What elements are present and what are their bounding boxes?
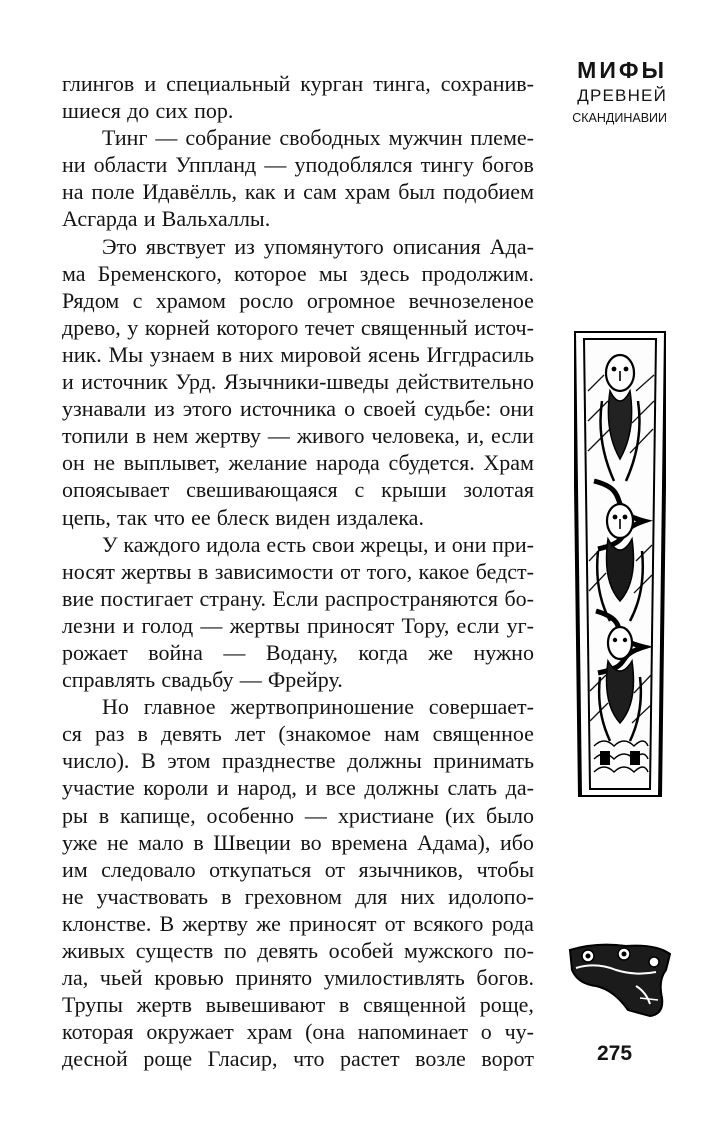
word: ворот xyxy=(481,1046,534,1072)
word: до xyxy=(127,98,150,124)
word: блеск xyxy=(216,504,270,530)
word: рода xyxy=(491,910,534,936)
word: мужчин xyxy=(388,125,463,151)
word: храм xyxy=(246,1019,293,1045)
word: в xyxy=(338,992,350,1018)
word: Водану, xyxy=(265,639,338,665)
word: (она xyxy=(305,1019,345,1045)
word: Фрейру. xyxy=(267,667,343,693)
word: курган xyxy=(300,71,364,96)
word: окружает xyxy=(146,1019,234,1045)
word: им xyxy=(62,856,88,882)
word: от xyxy=(384,910,405,936)
word: них xyxy=(400,883,436,909)
text-line xyxy=(62,124,534,151)
word: храм xyxy=(344,179,391,205)
word: богов xyxy=(481,152,534,178)
word: о xyxy=(344,396,356,422)
word: особей xyxy=(328,938,394,963)
word: вие xyxy=(62,585,94,611)
word: Швеции xyxy=(213,829,291,855)
text-line xyxy=(62,531,534,558)
word: источ- xyxy=(474,314,534,340)
word: свои xyxy=(311,531,355,557)
word: своей xyxy=(363,396,417,422)
word: принято xyxy=(235,965,313,991)
word: капище, xyxy=(119,802,196,828)
word: — xyxy=(239,667,262,693)
word: напоминает xyxy=(357,1019,468,1045)
word: богов. xyxy=(476,965,534,991)
word: опоясывает xyxy=(62,477,170,503)
word: не xyxy=(62,883,84,909)
word: число). xyxy=(62,748,130,774)
text-line xyxy=(62,449,534,476)
word: распространяются xyxy=(324,585,498,611)
word: мировой xyxy=(280,341,362,367)
word: жертву xyxy=(195,423,261,449)
word: ясень xyxy=(368,341,420,367)
word: сих xyxy=(155,98,188,124)
text-line xyxy=(62,666,534,693)
word: священный xyxy=(360,314,468,340)
word: здесь xyxy=(359,260,410,286)
word: золотая xyxy=(463,477,534,503)
word: Уппланд xyxy=(175,152,257,178)
word: так xyxy=(117,504,148,530)
word: если xyxy=(491,423,534,449)
word: поле xyxy=(91,179,135,205)
word: них xyxy=(238,341,274,367)
word: должны xyxy=(364,775,439,801)
word: Асгарда xyxy=(62,206,138,232)
word: и, xyxy=(466,423,485,449)
word: же xyxy=(428,639,454,665)
word: жертвы xyxy=(229,612,300,638)
word: источник xyxy=(81,369,168,395)
word: живых xyxy=(62,938,126,963)
word: как xyxy=(244,179,276,205)
word: в xyxy=(221,341,233,367)
word: что xyxy=(153,504,185,530)
text-line xyxy=(62,1018,534,1045)
word: ни xyxy=(62,152,86,178)
word: чу- xyxy=(504,1019,534,1045)
word: что xyxy=(293,1046,325,1072)
word: роще xyxy=(143,1046,193,1072)
word: ее xyxy=(191,504,211,530)
word: племе- xyxy=(470,125,534,151)
text-line xyxy=(62,368,534,395)
page-number: 275 xyxy=(597,1042,633,1065)
word: — xyxy=(155,125,178,151)
word: бедст- xyxy=(475,558,534,584)
word: клонстве. xyxy=(62,910,152,936)
word: свободных xyxy=(279,125,381,151)
word: жрецы, xyxy=(360,531,429,557)
word: народ, xyxy=(237,775,297,801)
word: корней xyxy=(144,314,210,340)
word: Вальхаллы. xyxy=(161,206,271,232)
word: Язычники-шведы xyxy=(223,369,390,395)
word: при- xyxy=(492,531,534,557)
text-line xyxy=(62,802,534,829)
body-text xyxy=(62,70,534,1072)
word: они xyxy=(451,531,487,557)
word: свадьбу xyxy=(161,667,234,693)
word: главное xyxy=(143,694,216,720)
word: жертв xyxy=(136,992,192,1018)
word: по- xyxy=(503,938,534,963)
text-line xyxy=(62,233,534,260)
word: язычников, xyxy=(358,856,464,882)
word: специальный xyxy=(166,71,291,96)
word: росло xyxy=(239,287,294,313)
text-line xyxy=(62,720,534,747)
running-header-title: МИФЫ xyxy=(577,57,667,83)
word: Рядом xyxy=(62,287,120,313)
word: тингу xyxy=(420,152,474,178)
word: этом xyxy=(167,748,211,774)
word: на xyxy=(62,179,84,205)
word: храмом xyxy=(155,287,226,313)
word: топили xyxy=(62,423,129,449)
word: священной xyxy=(363,992,467,1018)
word: Идавёлль, xyxy=(142,179,237,205)
word: с xyxy=(132,287,143,313)
text-line xyxy=(62,395,534,422)
word: девять xyxy=(160,721,222,747)
word: которое xyxy=(234,260,307,286)
word: Если xyxy=(272,585,319,611)
text-line xyxy=(62,151,534,178)
text-line xyxy=(62,910,534,937)
word: действительно xyxy=(396,369,534,395)
word: ник. xyxy=(62,341,102,367)
word: с xyxy=(354,477,365,503)
word: вечнозеленое xyxy=(408,287,534,313)
word: течет xyxy=(305,314,355,340)
word: когда xyxy=(358,639,408,665)
word: человека, xyxy=(371,423,460,449)
word: В xyxy=(140,748,156,774)
word: нам xyxy=(384,721,420,747)
word: — xyxy=(223,639,246,665)
word: приносят xyxy=(306,612,395,638)
word: бо- xyxy=(504,585,534,611)
word: и xyxy=(122,612,135,638)
text-line xyxy=(62,260,534,287)
word: растет xyxy=(340,1046,400,1072)
word: подобием xyxy=(443,179,534,205)
word: было xyxy=(485,802,534,828)
word: нужно xyxy=(473,639,534,665)
word: В xyxy=(159,910,175,936)
word: не xyxy=(106,829,129,855)
text-line xyxy=(62,70,534,97)
word: был xyxy=(398,179,436,205)
word: Гласир, xyxy=(207,1046,278,1072)
running-header-subtitle: ДРЕВНЕЙ xyxy=(577,86,667,105)
word: в xyxy=(98,802,110,828)
word: — xyxy=(267,423,290,449)
word: страну. xyxy=(199,585,266,611)
word: Тору, xyxy=(401,612,450,638)
word: девять xyxy=(257,938,319,963)
word: носят xyxy=(62,558,115,584)
word: У xyxy=(102,531,118,557)
word: шиеся xyxy=(62,98,121,124)
word: Мы xyxy=(108,341,143,367)
word: узнаем xyxy=(149,341,215,367)
word: принимать xyxy=(433,748,534,774)
word: да- xyxy=(505,775,534,801)
word: же xyxy=(256,910,281,936)
word: мало xyxy=(138,829,184,855)
word: идола xyxy=(206,531,261,557)
word: явствует xyxy=(145,233,226,259)
word: рожает xyxy=(62,639,128,665)
word: и xyxy=(62,369,74,395)
word: по xyxy=(223,938,247,963)
word: из xyxy=(234,233,255,259)
text-line xyxy=(62,314,534,341)
word: свешивающаяся xyxy=(186,477,338,503)
word: все xyxy=(325,775,356,801)
word: короли xyxy=(143,775,209,801)
text-line xyxy=(62,504,534,531)
word: — xyxy=(200,612,223,638)
word: судьбе: xyxy=(424,396,492,422)
word: участие xyxy=(62,775,135,801)
word: сам xyxy=(303,179,337,205)
word: от xyxy=(339,558,361,584)
word: источника xyxy=(240,396,337,422)
word: уподоблялся xyxy=(294,152,413,178)
word: чьей xyxy=(99,965,143,991)
word: которого xyxy=(216,314,299,340)
word: празднестве xyxy=(222,748,336,774)
word: Иггдрасиль xyxy=(426,341,534,367)
word: жертвоприношение xyxy=(230,694,414,720)
text-line xyxy=(62,612,534,639)
word: в xyxy=(135,423,146,449)
word: справлять xyxy=(62,667,156,693)
word: описания xyxy=(392,233,481,259)
word: Тинг xyxy=(102,125,148,151)
word: крыши xyxy=(381,477,447,503)
word: и xyxy=(283,179,296,205)
word: ибо xyxy=(499,829,534,855)
word: того, xyxy=(366,558,413,584)
text-line xyxy=(62,693,534,720)
word: ма xyxy=(62,260,86,286)
word: вывешивают xyxy=(205,992,326,1018)
word: каждого xyxy=(123,531,201,557)
word: древо, xyxy=(62,314,121,340)
word: роще, xyxy=(479,992,534,1018)
word: лезни xyxy=(62,612,116,638)
word: есть xyxy=(266,531,307,557)
word: следовало xyxy=(101,856,196,882)
word: ла, xyxy=(62,965,89,991)
word: Бременского, xyxy=(97,260,222,286)
word: — xyxy=(264,152,287,178)
word: ся xyxy=(62,721,82,747)
text-line xyxy=(62,585,534,612)
word: и xyxy=(216,775,229,801)
word: зависимости xyxy=(214,558,334,584)
word: народа xyxy=(315,450,380,476)
word: существ xyxy=(135,938,214,963)
word: которая xyxy=(62,1019,134,1045)
word: у xyxy=(127,314,139,340)
word: греховном xyxy=(244,883,342,909)
text-line xyxy=(62,178,534,205)
word: они xyxy=(499,396,534,422)
text-line xyxy=(62,558,534,585)
word: Урд. xyxy=(175,369,217,395)
word: приносят xyxy=(289,910,377,936)
word: не xyxy=(93,450,115,476)
word: из xyxy=(154,396,175,422)
text-line xyxy=(62,422,534,449)
word: раз xyxy=(94,721,125,747)
word: желание xyxy=(228,450,308,476)
word: для xyxy=(355,883,388,909)
word: цепь, xyxy=(62,504,111,530)
word: кровью xyxy=(154,965,224,991)
running-header xyxy=(567,56,667,128)
text-line xyxy=(62,856,534,883)
word: области xyxy=(93,152,168,178)
word: во xyxy=(300,829,322,855)
word: откупаться xyxy=(209,856,312,882)
word: слать xyxy=(447,775,498,801)
text-line xyxy=(62,639,534,666)
word: тинга, xyxy=(373,71,431,96)
word: пор. xyxy=(194,98,234,124)
word: десной xyxy=(62,1046,128,1072)
word: этого xyxy=(182,396,232,422)
text-line xyxy=(62,747,534,774)
word: христиане xyxy=(337,802,435,828)
word: в xyxy=(137,721,148,747)
word: продолжим. xyxy=(421,260,534,286)
word: возле xyxy=(415,1046,466,1072)
word: в xyxy=(221,883,232,909)
text-line xyxy=(62,991,534,1018)
word: в xyxy=(197,558,209,584)
word: голод xyxy=(141,612,194,638)
word: собрание xyxy=(185,125,272,151)
word: Это xyxy=(102,233,137,259)
word: нем xyxy=(152,423,189,449)
word: мы xyxy=(318,260,348,286)
word: жертву xyxy=(182,910,249,936)
word: и xyxy=(434,531,447,557)
word: Но xyxy=(102,694,129,720)
word: идолопо- xyxy=(448,883,534,909)
word: сохранив- xyxy=(440,71,534,96)
carved-figures-panel-icon xyxy=(574,331,666,797)
word: выплывет, xyxy=(123,450,220,476)
carved-artifact-icon xyxy=(566,940,674,1020)
text-line xyxy=(62,937,534,964)
word: жертвы xyxy=(121,558,192,584)
text-line xyxy=(62,1045,534,1072)
text-line xyxy=(62,287,534,314)
word: всякого xyxy=(413,910,484,936)
word: сбудется. xyxy=(388,450,475,476)
word: должны xyxy=(347,748,422,774)
word: (их xyxy=(444,802,476,828)
text-line xyxy=(62,205,534,232)
word: Адама), xyxy=(417,829,491,855)
word: (знакомое xyxy=(278,721,371,747)
text-line xyxy=(62,97,534,124)
word: ры xyxy=(62,802,88,828)
word: он xyxy=(62,450,85,476)
word: глингов xyxy=(62,71,135,96)
word: уже xyxy=(62,829,98,855)
running-header-subtitle-2: СКАНДИНАВИИ xyxy=(572,111,667,125)
word: о xyxy=(480,1019,492,1045)
word: издалека. xyxy=(336,504,424,530)
text-line xyxy=(62,829,534,856)
word: времена xyxy=(331,829,408,855)
word: живого xyxy=(296,423,365,449)
word: совершает- xyxy=(428,694,534,720)
word: от xyxy=(324,856,346,882)
word: какое xyxy=(418,558,470,584)
word: и xyxy=(144,71,157,96)
word: Храм xyxy=(483,450,534,476)
text-line xyxy=(62,964,534,991)
word: и xyxy=(305,775,318,801)
word: Трупы xyxy=(62,992,123,1018)
word: мужского xyxy=(404,938,494,963)
word: — xyxy=(304,802,327,828)
text-line xyxy=(62,774,534,801)
word: чтобы xyxy=(476,856,534,882)
word: священное xyxy=(432,721,534,747)
text-line xyxy=(62,883,534,910)
word: умилостивлять xyxy=(323,965,465,991)
word: огромное xyxy=(306,287,396,313)
word: в xyxy=(193,829,204,855)
word: если xyxy=(456,612,500,638)
word: лет xyxy=(234,721,266,747)
word: узнавали xyxy=(62,396,147,422)
word: упомянутого xyxy=(263,233,384,259)
word: уг- xyxy=(506,612,534,638)
word: Ада- xyxy=(489,233,534,259)
word: постигает xyxy=(100,585,194,611)
word: виден xyxy=(275,504,331,530)
word: участвовать xyxy=(96,883,209,909)
text-line xyxy=(62,476,534,503)
text-line xyxy=(62,341,534,368)
word: война xyxy=(148,639,203,665)
word: особенно xyxy=(206,802,295,828)
word: и xyxy=(143,206,156,232)
